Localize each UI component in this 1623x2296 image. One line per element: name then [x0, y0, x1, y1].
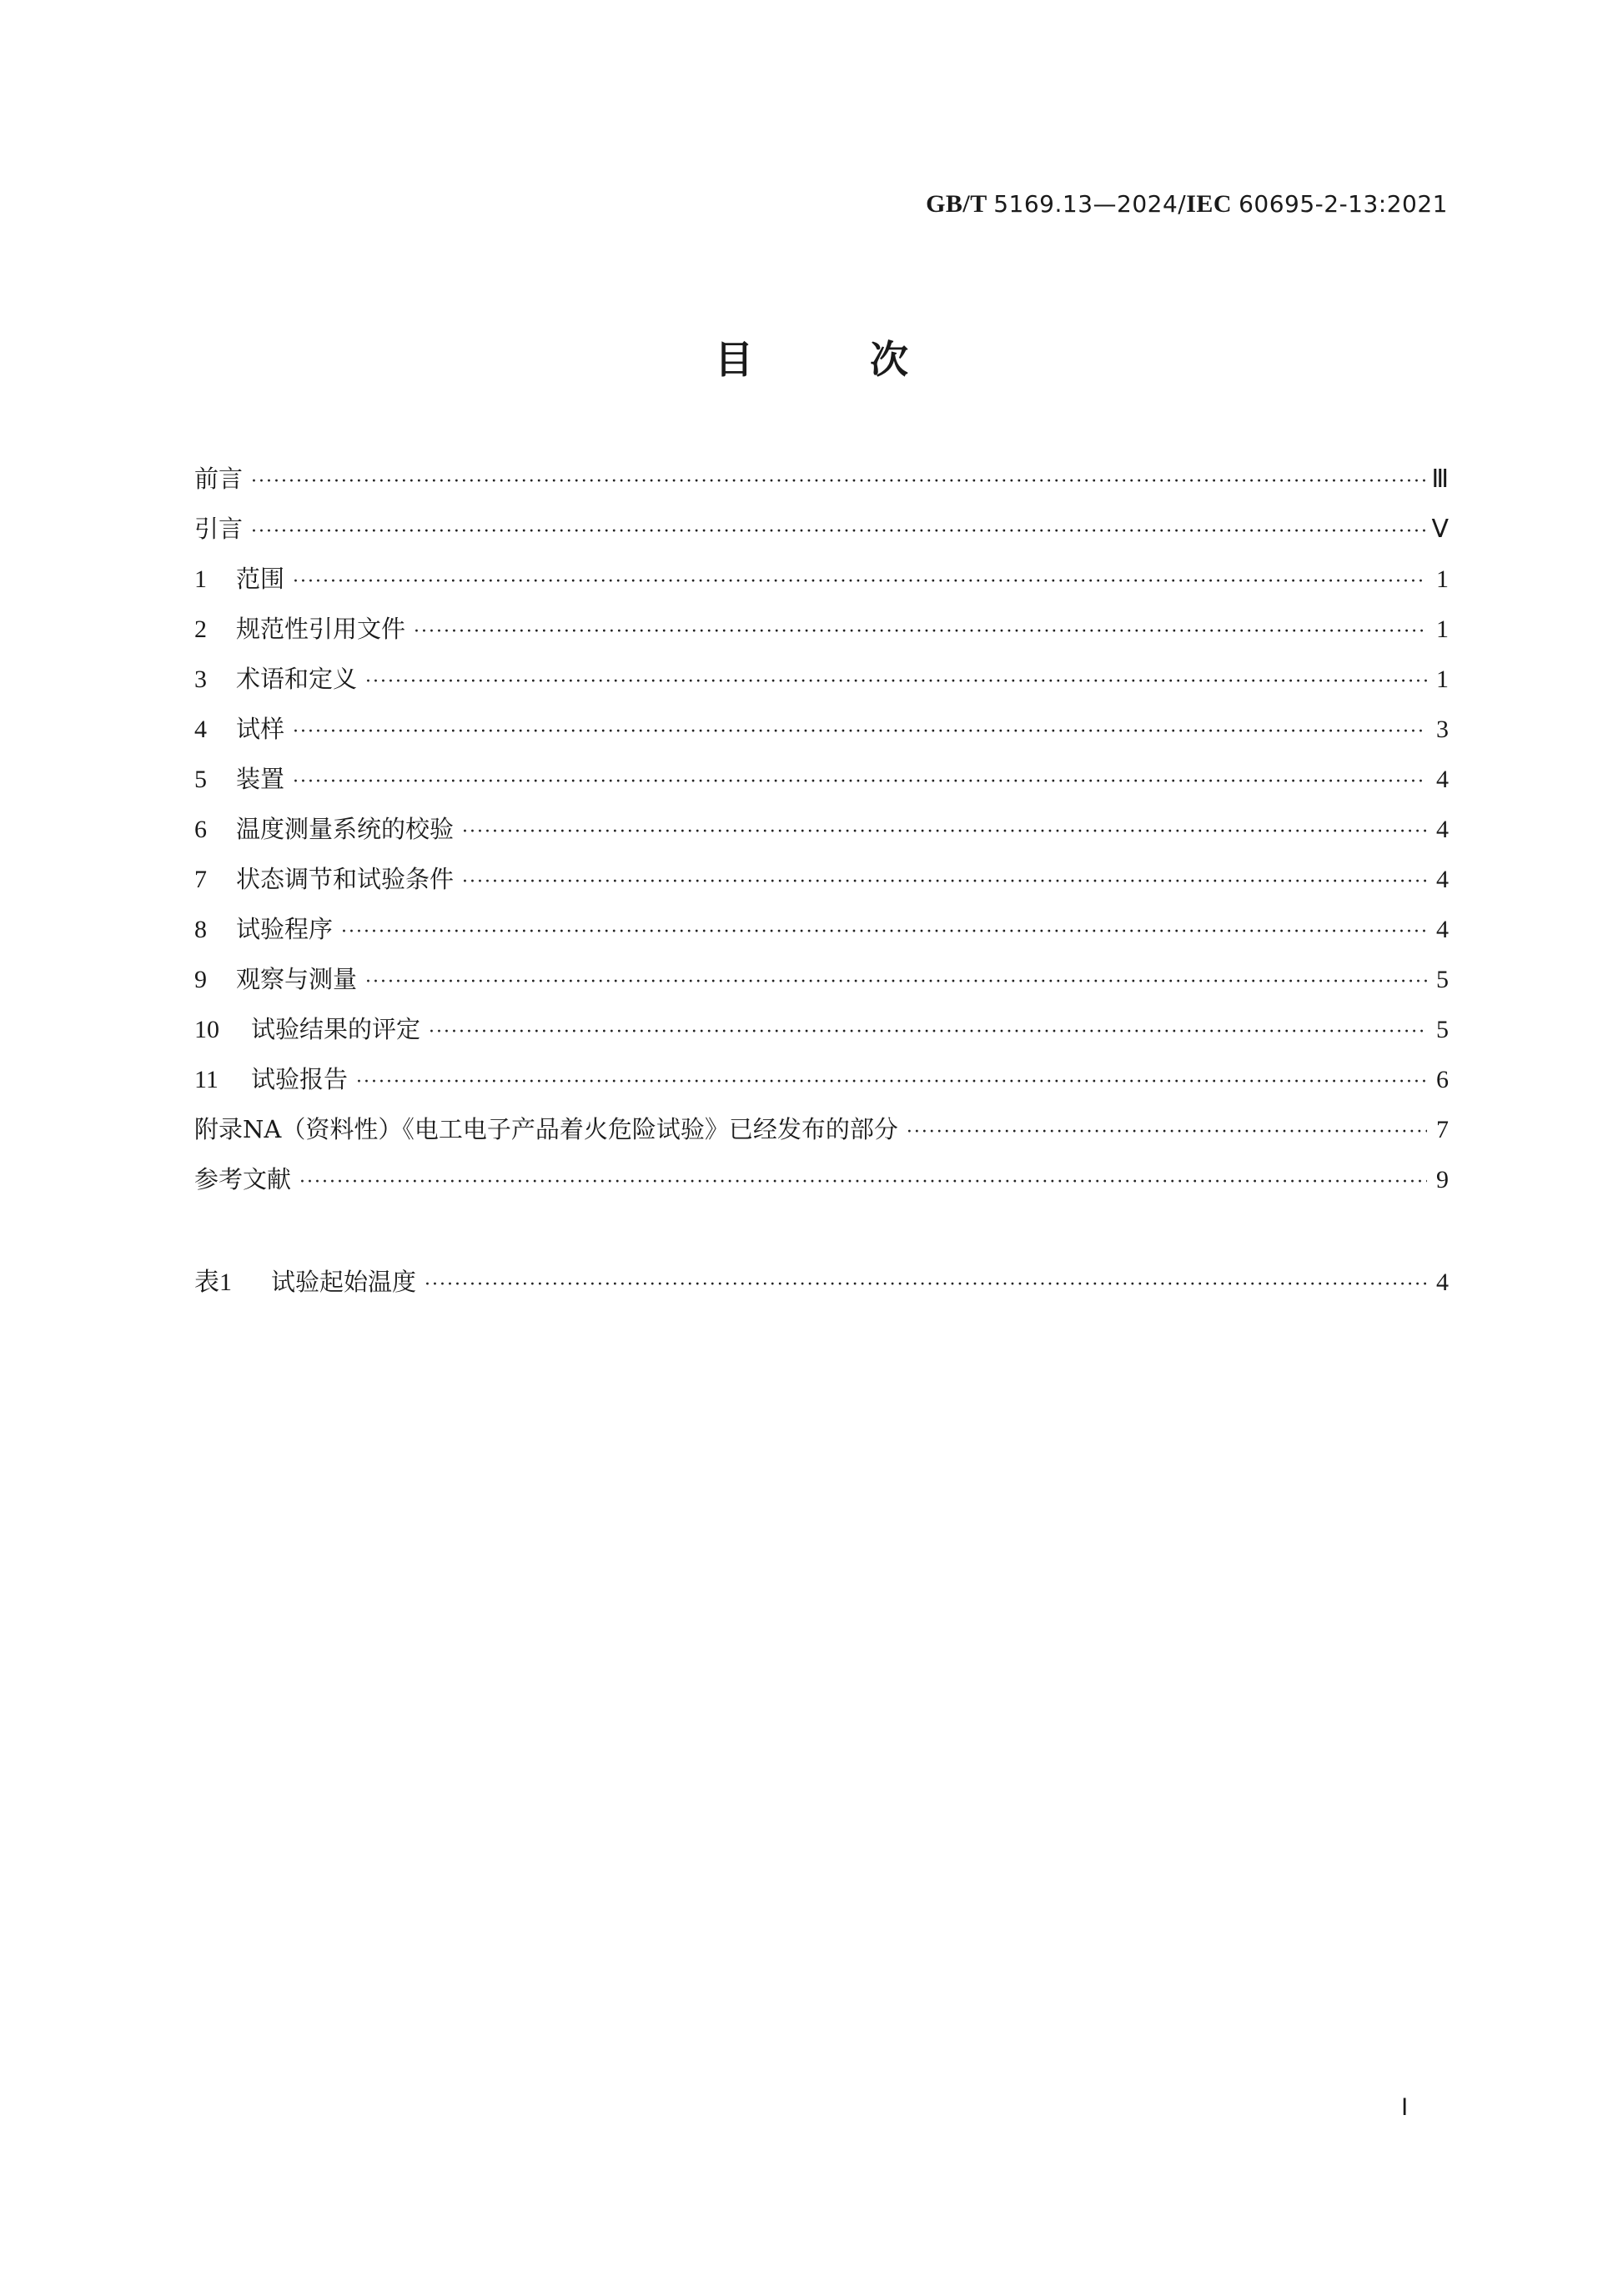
toc-entry-bibliography[interactable] — [194, 1161, 1449, 1211]
iec-prefix: IEC — [1186, 190, 1233, 218]
toc-leader-dots — [425, 1274, 1427, 1295]
toc-entry-label: 观察与测量 — [236, 965, 358, 993]
page-title: 目 次 — [714, 337, 960, 382]
toc-entry-label: 状态调节和试验条件 — [236, 865, 455, 893]
toc-entry-label: 规范性引用文件 — [236, 615, 406, 643]
toc-entry-label: 术语和定义 — [236, 665, 358, 693]
toc-entry-label: 附录NA（资料性）《电工电子产品着火危险试验》已经发布的部分 — [194, 1115, 898, 1143]
toc-leader-dots — [293, 771, 1427, 792]
toc-entry-foreword[interactable] — [194, 460, 1449, 510]
toc-entry-label: 引言 — [194, 515, 244, 543]
toc-entry-verification[interactable] — [194, 811, 1449, 861]
toc-entry-number: 10 — [194, 1016, 219, 1043]
toc-entry-apparatus[interactable] — [194, 761, 1449, 811]
toc-entry-label: 参考文献 — [194, 1165, 292, 1193]
toc-leader-dots — [429, 1022, 1427, 1042]
toc-leader-dots — [251, 521, 1426, 542]
toc-entry-label: 试验起始温度 — [271, 1268, 417, 1296]
toc-entry-page: 3 — [1436, 716, 1449, 743]
toc-entry-scope[interactable] — [194, 560, 1449, 610]
toc-entry-number: 6 — [194, 816, 207, 843]
toc-leader-dots — [341, 922, 1427, 942]
toc-entry-number: 5 — [194, 766, 207, 793]
toc-leader-dots — [251, 471, 1426, 492]
toc-entry-observations[interactable] — [194, 961, 1449, 1011]
toc-entry-number: 9 — [194, 966, 207, 993]
toc-entry-page: 1 — [1436, 565, 1449, 593]
toc-entry-terms-definitions[interactable] — [194, 661, 1449, 711]
toc-entry-label: 试样 — [236, 715, 285, 743]
toc-entry-page: 4 — [1436, 866, 1449, 893]
toc-entry-page: 4 — [1436, 816, 1449, 843]
toc-entry-number: 7 — [194, 866, 207, 893]
toc-leader-dots — [365, 972, 1427, 992]
toc-leader-dots — [907, 1122, 1427, 1143]
iec-number: 60695-2-13:2021 — [1239, 190, 1448, 218]
toc-entry-number: 3 — [194, 666, 207, 693]
toc-entry-number: 11 — [194, 1066, 219, 1093]
toc-entry-label: 试验报告 — [251, 1065, 349, 1093]
toc-entry-page: 5 — [1436, 966, 1449, 993]
toc-entry-number: 2 — [194, 615, 207, 643]
standard-prefix: GB/T — [926, 190, 987, 218]
standard-code — [926, 190, 1448, 219]
toc-leader-dots — [462, 821, 1427, 842]
toc-entry-label: 范围 — [236, 565, 285, 593]
toc-entry-annex-na[interactable] — [194, 1111, 1449, 1161]
toc-entry-table-1[interactable] — [194, 1261, 1449, 1311]
toc-entry-evaluation[interactable] — [194, 1011, 1449, 1061]
toc-entry-number: 8 — [194, 916, 207, 943]
toc-entry-page: Ⅴ — [1431, 515, 1449, 543]
toc-entry-test-report[interactable] — [194, 1061, 1449, 1111]
toc-table-number: 表1 — [194, 1269, 232, 1296]
toc-entry-page: 1 — [1436, 615, 1449, 643]
toc-entry-normative-references[interactable] — [194, 610, 1449, 661]
toc-entry-page: 4 — [1436, 766, 1449, 793]
toc-entry-conditioning[interactable] — [194, 861, 1449, 911]
toc-leader-dots — [293, 721, 1427, 742]
toc-entry-label: 装置 — [236, 765, 285, 793]
toc-leader-dots — [365, 671, 1427, 692]
toc-entry-introduction[interactable] — [194, 510, 1449, 560]
toc-entry-page: 6 — [1436, 1066, 1449, 1093]
standard-number: 5169.13—2024/ — [993, 190, 1187, 218]
toc-entry-label: 温度测量系统的校验 — [236, 815, 455, 843]
toc-entry-page: 4 — [1436, 916, 1449, 943]
toc-entry-test-specimens[interactable] — [194, 711, 1449, 761]
toc-entry-label: 试验程序 — [236, 915, 334, 943]
toc-spacer — [194, 1211, 1449, 1261]
toc-entry-test-procedure[interactable] — [194, 911, 1449, 961]
toc-leader-dots — [299, 1172, 1427, 1193]
toc-entry-number: 4 — [194, 716, 207, 743]
toc-leader-dots — [462, 872, 1427, 892]
toc-entry-number: 1 — [194, 565, 207, 593]
table-of-contents — [194, 460, 1449, 1311]
toc-entry-page: 4 — [1436, 1269, 1449, 1296]
toc-entry-label: 试验结果的评定 — [251, 1015, 421, 1043]
toc-entry-page: 5 — [1436, 1016, 1449, 1043]
toc-entry-label: 前言 — [194, 465, 244, 493]
toc-entry-page: Ⅲ — [1431, 465, 1449, 493]
toc-entry-page: 9 — [1436, 1166, 1449, 1193]
toc-entry-page: 1 — [1436, 666, 1449, 693]
page-folio: Ⅰ — [1401, 2095, 1409, 2121]
toc-leader-dots — [356, 1072, 1427, 1093]
toc-leader-dots — [414, 621, 1427, 642]
toc-entry-page: 7 — [1436, 1116, 1449, 1143]
toc-leader-dots — [293, 571, 1427, 592]
